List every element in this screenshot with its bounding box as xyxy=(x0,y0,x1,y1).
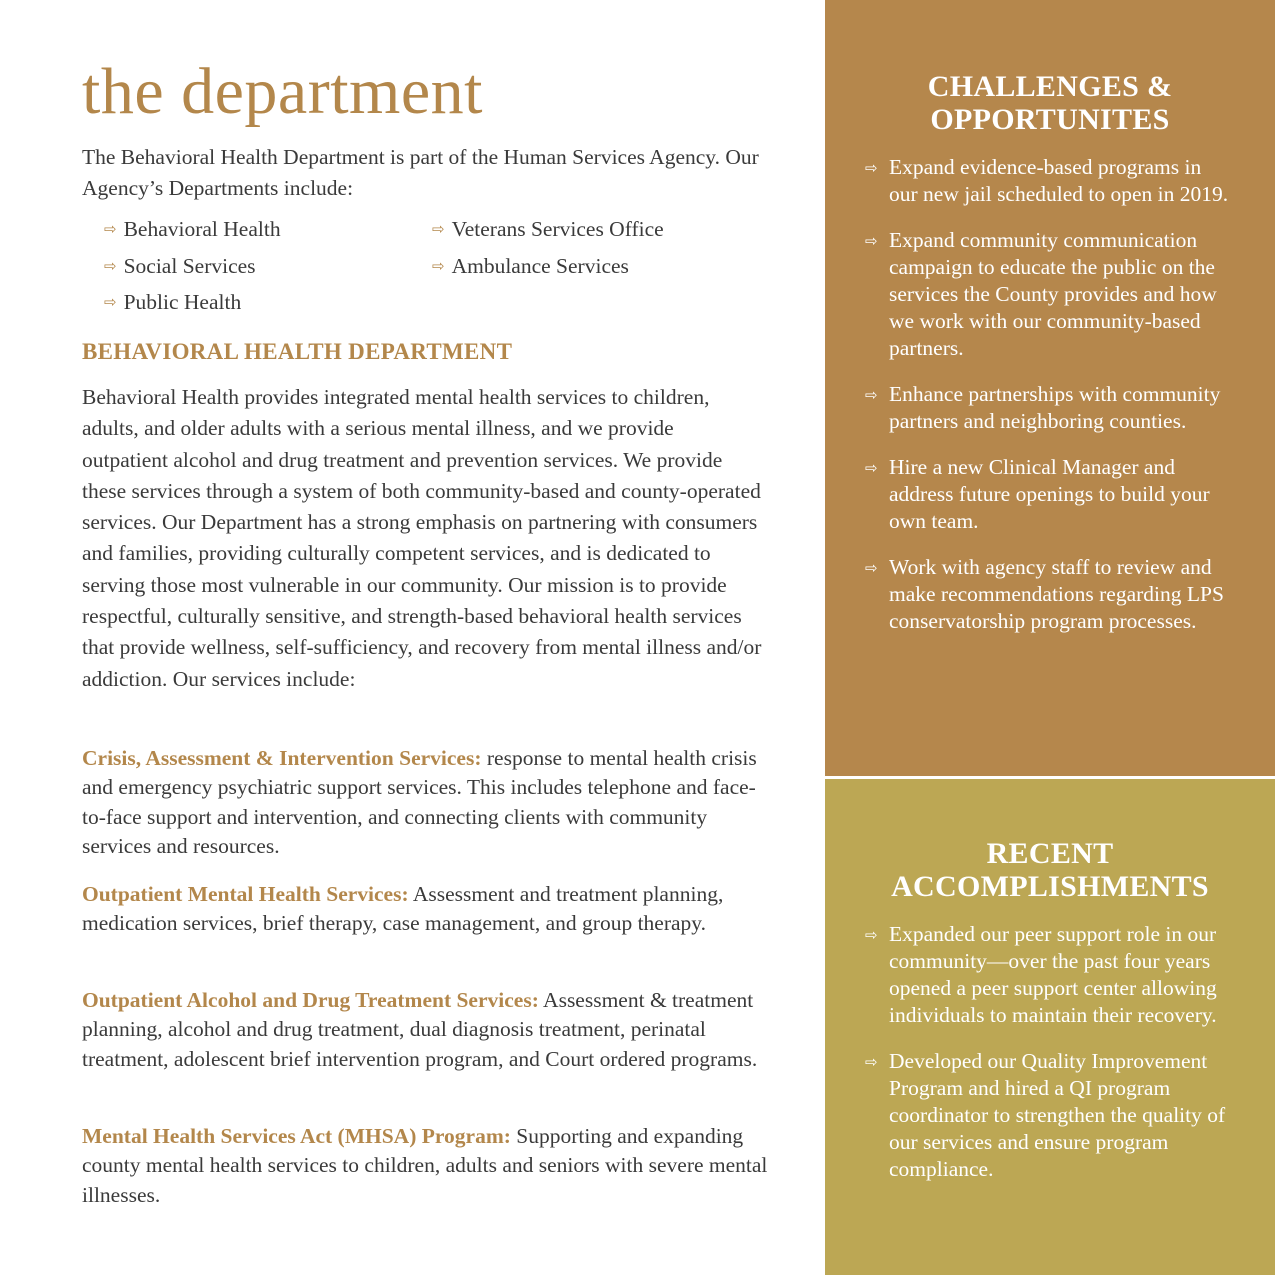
service-paragraph xyxy=(82,986,772,1074)
intro-paragraph: The Behavioral Health Department is part of the Human Services Agency. Our Agency’s Departments include: xyxy=(82,145,759,200)
service-title: Crisis, Assessment & Intervention Services: xyxy=(82,746,482,770)
department-label: Ambulance Services xyxy=(451,253,629,278)
arrow-right-icon: ⇨ xyxy=(432,256,445,275)
department-label: Behavioral Health xyxy=(123,217,281,241)
service-title: Mental Health Services Act (MHSA) Program: xyxy=(82,1124,511,1148)
arrow-right-icon: ⇨ xyxy=(865,159,878,177)
arrow-right-icon: ⇨ xyxy=(865,1053,878,1071)
department-label: Public Health xyxy=(123,290,242,314)
challenges-title-line1: CHALLENGES & xyxy=(927,70,1173,103)
accomplishments-title-line2: ACCOMPLISHMENTS xyxy=(891,870,1209,903)
service-title: Outpatient Mental Health Services: xyxy=(82,882,409,906)
department-label: Veterans Services Office xyxy=(451,217,664,241)
section-heading: BEHAVIORAL HEALTH DEPARTMENT xyxy=(82,339,513,364)
challenges-list xyxy=(865,154,1235,654)
challenge-text: Expand community communication campaign to educate the public on the services the County provides and how we work with our community-based partners. xyxy=(889,228,1217,360)
department-list xyxy=(104,212,744,322)
service-description: response to mental health crisis and emergency psychiatric support services. This includes telephone and face-to-face support and intervention, and connecting clients with community services and resources. xyxy=(82,746,757,858)
arrow-right-icon: ⇨ xyxy=(865,232,878,250)
arrow-right-icon: ⇨ xyxy=(104,256,117,275)
challenges-title xyxy=(825,70,1275,136)
service-paragraph xyxy=(82,744,772,861)
list-item xyxy=(865,1048,1235,1183)
challenge-text: Hire a new Clinical Manager and address future openings to build your own team. xyxy=(889,455,1210,533)
challenges-panel xyxy=(825,0,1275,776)
accomplishments-panel xyxy=(825,779,1275,1275)
challenge-text: Expand evidence-based programs in our new jail scheduled to open in 2019. xyxy=(889,155,1229,206)
arrow-right-icon: ⇨ xyxy=(865,559,878,577)
list-item xyxy=(865,454,1235,535)
list-item xyxy=(104,285,432,322)
service-paragraph xyxy=(82,1122,772,1210)
challenge-text: Enhance partnerships with community partners and neighboring counties. xyxy=(889,382,1221,433)
service-description: Assessment and treatment planning, medication services, brief therapy, case management, and group therapy. xyxy=(82,882,724,936)
service-paragraph xyxy=(82,880,772,939)
arrow-right-icon: ⇨ xyxy=(865,926,878,944)
challenges-title-line2: OPPORTUNITES xyxy=(930,103,1170,136)
body-paragraph: Behavioral Health provides integrated mental health services to children, adults, and older adults with a serious mental illness, and we provide outpatient alcohol and drug treatment and prevention services. We provide these services through a system of both community-based and county-operated services. Our Department has a strong emphasis on partnering with consumers and families, providing culturally competent services, and is dedicated to serving those most vulnerable in our community. Our mission is to provide respectful, culturally sensitive, and strength-based behavioral health services that provide wellness, self-sufficiency, and recovery from mental illness and/or addiction. Our services include: xyxy=(82,385,762,691)
list-item xyxy=(104,249,432,286)
accomplishments-title xyxy=(825,837,1275,903)
service-description: Supporting and expanding county mental health services to children, adults and seniors with severe mental illnesses. xyxy=(82,1124,768,1207)
accomplishment-text: Developed our Quality Improvement Program and hired a QI program coordinator to strengthen the quality of our services and ensure program compliance. xyxy=(889,1049,1226,1181)
arrow-right-icon: ⇨ xyxy=(865,459,878,477)
list-item xyxy=(865,381,1235,435)
arrow-right-icon: ⇨ xyxy=(432,220,445,238)
list-item xyxy=(865,921,1235,1029)
arrow-right-icon: ⇨ xyxy=(104,220,117,238)
arrow-right-icon: ⇨ xyxy=(865,386,878,404)
list-item xyxy=(865,227,1235,362)
accomplishment-text: Expanded our peer support role in our community—over the past four years opened a peer support center allowing individuals to maintain their recovery. xyxy=(889,922,1217,1027)
list-item xyxy=(432,249,732,286)
list-item xyxy=(432,212,732,249)
arrow-right-icon: ⇨ xyxy=(104,293,117,311)
service-title: Outpatient Alcohol and Drug Treatment Services: xyxy=(82,988,539,1012)
list-item xyxy=(865,154,1235,208)
department-label: Social Services xyxy=(123,253,256,278)
accomplishments-title-line1: RECENT xyxy=(986,837,1114,870)
page-title: the department xyxy=(82,55,484,128)
challenge-text: Work with agency staff to review and make recommendations regarding LPS conservatorship program processes. xyxy=(889,555,1224,633)
accomplishments-list xyxy=(865,921,1235,1202)
list-item xyxy=(865,554,1235,635)
service-description: Assessment & treatment planning, alcohol and drug treatment, dual diagnosis treatment, perinatal treatment, adolescent brief intervention program, and Court ordered programs. xyxy=(82,988,758,1071)
list-item xyxy=(104,212,432,249)
